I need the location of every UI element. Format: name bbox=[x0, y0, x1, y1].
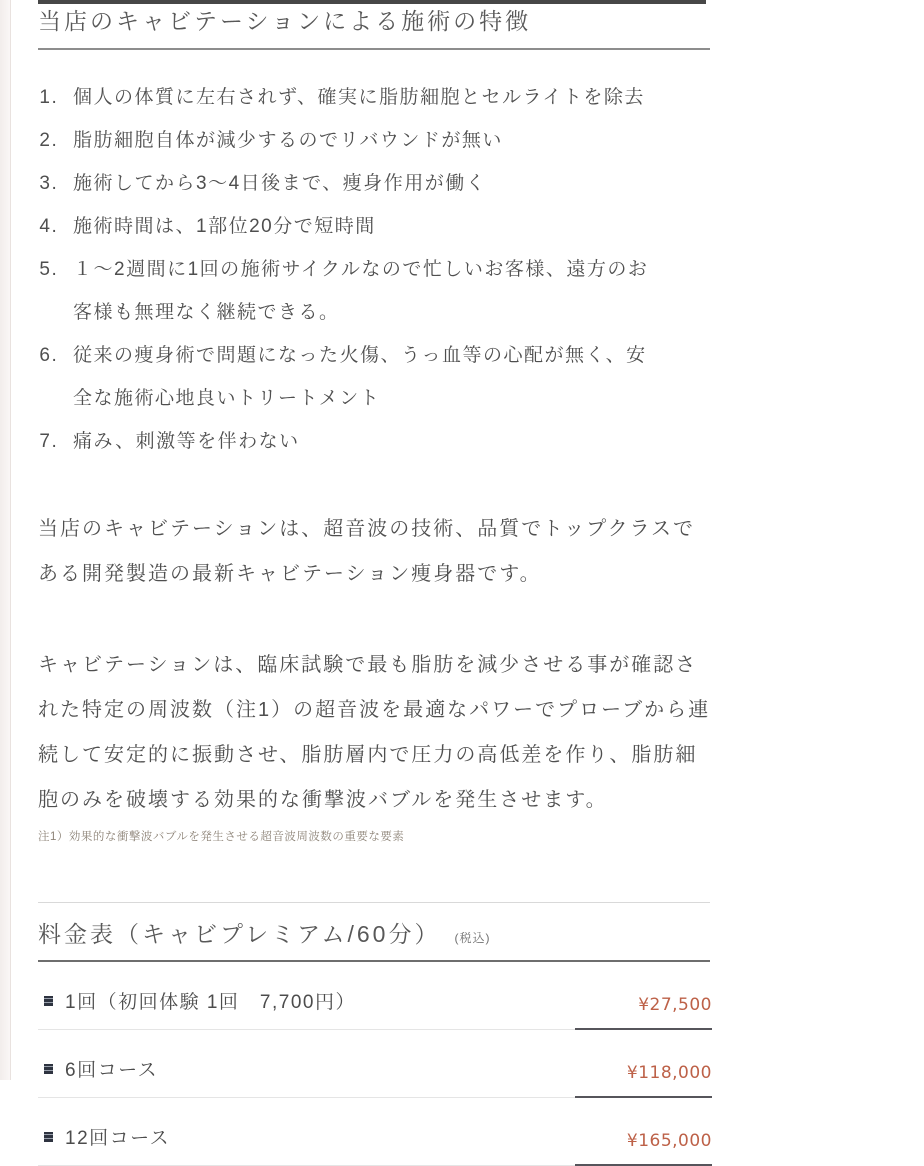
footnote-note1: 注1）効果的な衝撃波バブルを発生させる超音波周波数の重要な要素 bbox=[38, 830, 405, 843]
price-row bbox=[38, 987, 712, 1030]
pricing-section bbox=[38, 902, 712, 1166]
intro-paragraph: 当店のキャビテーションは、超音波の技術、品質でトップクラスである開発製造の最新キャビテーション痩身器です。 bbox=[38, 517, 695, 585]
price-row-value: ¥27,500 bbox=[575, 995, 712, 1030]
features-title-underline bbox=[38, 48, 710, 50]
features-list-item: 3. 施術してから3～4日後まで、痩身作用が働く bbox=[65, 162, 653, 205]
main-content bbox=[38, 0, 712, 1166]
list-bullet-icon bbox=[44, 996, 53, 1006]
price-row-label: 6回コース bbox=[65, 1060, 159, 1081]
pricing-section-title: 料金表（キャビプレミアム/60分） bbox=[38, 921, 441, 947]
price-row-label: 1回（初回体験 1回 7,700円） bbox=[65, 992, 356, 1013]
features-list-item: 6. 従来の痩身術で問題になった火傷、うっ血等の心配が無く、安全な施術心地良いトリートメント bbox=[65, 334, 653, 420]
price-row-label-cell bbox=[38, 1055, 575, 1098]
tax-included-note: (税込) bbox=[454, 931, 491, 945]
features-list-item: 4. 施術時間は、1部位20分で短時間 bbox=[65, 205, 653, 248]
top-divider-bar bbox=[38, 0, 706, 4]
price-row-value: ¥118,000 bbox=[575, 1063, 712, 1098]
features-list-item: 7. 痛み、刺激等を伴わない bbox=[65, 420, 653, 463]
features-list-item: 1. 個人の体質に左右されず、確実に脂肪細胞とセルライトを除去 bbox=[65, 76, 653, 119]
pricing-header-underline bbox=[38, 960, 710, 962]
features-list bbox=[38, 76, 712, 463]
pricing-header bbox=[38, 903, 712, 960]
features-section-title: 当店のキャビテーションによる施術の特徴 bbox=[38, 8, 532, 34]
price-row-label: 12回コース bbox=[65, 1128, 171, 1149]
price-row-label-cell bbox=[38, 987, 575, 1030]
features-list-item: 5. １～2週間に1回の施術サイクルなので忙しいお客様、遠方のお客様も無理なく継続できる。 bbox=[65, 248, 653, 334]
price-row-label-cell bbox=[38, 1123, 575, 1166]
page-edge-strip bbox=[0, 0, 11, 1080]
price-row-value: ¥165,000 bbox=[575, 1131, 712, 1166]
price-row bbox=[38, 1123, 712, 1166]
list-bullet-icon bbox=[44, 1064, 53, 1074]
list-bullet-icon bbox=[44, 1132, 53, 1142]
price-row bbox=[38, 1055, 712, 1098]
features-list-item: 2. 脂肪細胞自体が減少するのでリバウンドが無い bbox=[65, 119, 653, 162]
mechanism-paragraph: キャビテーションは、臨床試験で最も脂肪を減少させる事が確認された特定の周波数（注1）の超音波を最適なパワーでプローブから連続して安定的に振動させ、脂肪層内で圧力の高低差を作り、脂肪細胞のみを破壊する効果的な衝撃波バブルを発生させます。 bbox=[38, 653, 711, 811]
